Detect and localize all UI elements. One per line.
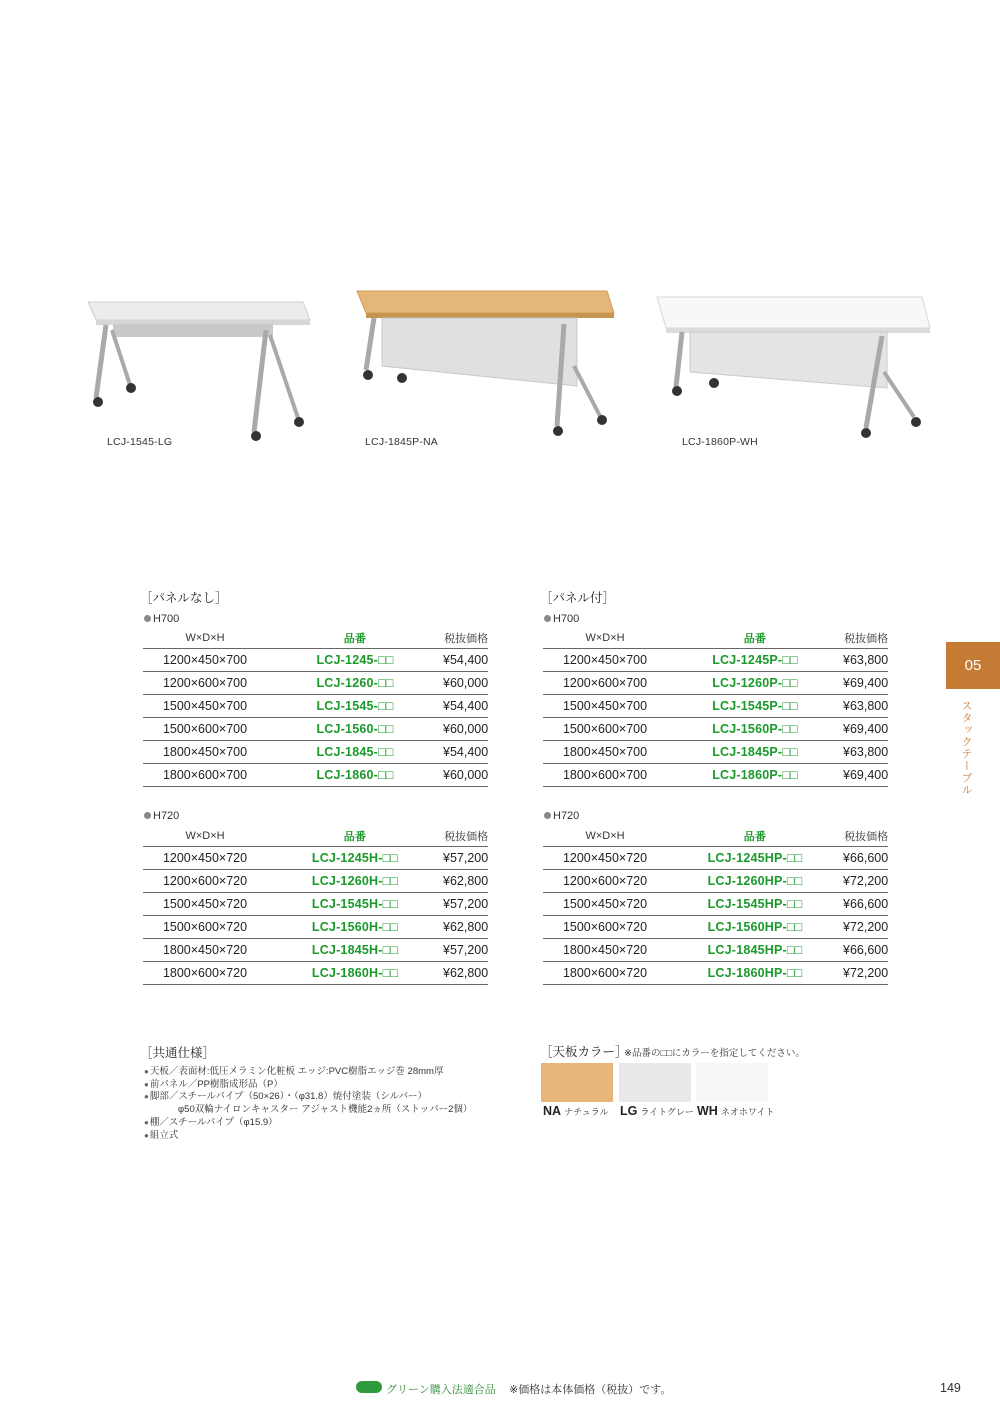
price-cell: ¥72,200 [843, 962, 888, 985]
price-cell: ¥63,800 [843, 741, 888, 764]
product-image-lcj-1845p-na [352, 286, 622, 446]
price-cell: ¥60,000 [443, 672, 488, 695]
model-cell: LCJ-1245P-□□ [667, 649, 843, 672]
table-row [143, 847, 488, 870]
model-cell: LCJ-1860H-□□ [267, 962, 443, 985]
chapter-label: スタックテーブル [960, 700, 972, 796]
size-cell: 1200×600×720 [543, 870, 667, 893]
table-panel-h720 [543, 825, 888, 985]
bullet-dot-icon [144, 615, 151, 622]
column-header-model: 品番 [743, 830, 767, 843]
panel-title: ［パネル付］ [540, 591, 616, 605]
size-cell: 1500×600×700 [143, 718, 267, 741]
model-cell: LCJ-1260H-□□ [267, 870, 443, 893]
spec-item: ● 天板／表面材:低圧メラミン化粧板 エッジ:PVC樹脂エッジ巻 28mm厚 [144, 1066, 472, 1079]
table-row [143, 672, 488, 695]
table-row [543, 962, 888, 985]
price-cell: ¥57,200 [443, 847, 488, 870]
table-row [543, 741, 888, 764]
model-cell: LCJ-1845P-□□ [667, 741, 843, 764]
size-cell: 1200×450×720 [543, 847, 667, 870]
table-row [143, 718, 488, 741]
panel-h700-label: H700 [544, 613, 579, 625]
size-cell: 1800×600×720 [543, 962, 667, 985]
table-row [143, 870, 488, 893]
table-row [543, 718, 888, 741]
table-no-panel-h720 [143, 825, 488, 985]
table-row [543, 870, 888, 893]
table-row [543, 847, 888, 870]
model-cell: LCJ-1245HP-□□ [667, 847, 843, 870]
column-header-size: W×D×H [185, 631, 225, 644]
size-cell: 1800×600×700 [543, 764, 667, 787]
table-row [543, 649, 888, 672]
column-header-model: 品番 [743, 632, 767, 645]
size-cell: 1200×450×700 [143, 649, 267, 672]
swatch-na [541, 1063, 613, 1102]
model-cell: LCJ-1845-□□ [267, 741, 443, 764]
green-purchase-logo-icon [356, 1381, 382, 1393]
model-cell: LCJ-1260HP-□□ [667, 870, 843, 893]
table-header-row [543, 825, 888, 847]
table-no-panel-h700 [143, 627, 488, 787]
swatch-wh [696, 1063, 768, 1102]
price-cell: ¥54,400 [443, 649, 488, 672]
size-cell: 1800×450×700 [543, 741, 667, 764]
panel-h720-label: H720 [544, 810, 579, 822]
price-cell: ¥72,200 [843, 870, 888, 893]
green-purchase-label: グリーン購入法適合品 [386, 1384, 496, 1396]
swatch-label-na: NA ナチュラル [543, 1104, 609, 1118]
table-row [143, 962, 488, 985]
model-cell: LCJ-1845H-□□ [267, 939, 443, 962]
table-row [143, 741, 488, 764]
model-cell: LCJ-1545-□□ [267, 695, 443, 718]
column-header-price: 税抜価格 [844, 632, 889, 645]
chapter-tab[interactable]: 05 [946, 642, 1000, 689]
model-cell: LCJ-1245-□□ [267, 649, 443, 672]
size-cell: 1500×600×720 [143, 916, 267, 939]
model-cell: LCJ-1260-□□ [267, 672, 443, 695]
size-cell: 1500×450×700 [143, 695, 267, 718]
size-cell: 1800×450×720 [143, 939, 267, 962]
price-cell: ¥57,200 [443, 939, 488, 962]
column-header-size: W×D×H [585, 631, 625, 644]
price-cell: ¥72,200 [843, 916, 888, 939]
table-row [143, 893, 488, 916]
price-cell: ¥54,400 [443, 695, 488, 718]
price-cell: ¥63,800 [843, 695, 888, 718]
table-row [543, 764, 888, 787]
price-cell: ¥57,200 [443, 893, 488, 916]
product-caption-3: LCJ-1860P-WH [682, 436, 758, 448]
model-cell: LCJ-1560-□□ [267, 718, 443, 741]
price-note: ※価格は本体価格（税抜）です。 [509, 1384, 672, 1396]
spec-item: ● 組立式 [144, 1130, 472, 1143]
no-panel-h700-label: H700 [144, 613, 179, 625]
color-note: ※品番の□□にカラーを指定してください。 [624, 1048, 805, 1059]
price-cell: ¥62,800 [443, 916, 488, 939]
table-header-row [143, 627, 488, 649]
size-cell: 1800×600×720 [143, 962, 267, 985]
table-row [543, 939, 888, 962]
product-image-lcj-1860p-wh [652, 292, 942, 442]
model-cell: LCJ-1845HP-□□ [667, 939, 843, 962]
size-cell: 1200×450×700 [543, 649, 667, 672]
table-row [143, 649, 488, 672]
size-cell: 1200×450×720 [143, 847, 267, 870]
model-cell: LCJ-1560HP-□□ [667, 916, 843, 939]
spec-item: ● 脚部／スチールパイプ（50×26）・（φ31.8）焼付塗装（シルバー） [144, 1091, 472, 1104]
size-cell: 1800×600×700 [143, 764, 267, 787]
price-cell: ¥62,800 [443, 962, 488, 985]
table-panel-h700 [543, 627, 888, 787]
table-row [543, 695, 888, 718]
model-cell: LCJ-1545P-□□ [667, 695, 843, 718]
product-image-lcj-1545-lg [78, 290, 318, 450]
size-cell: 1500×600×720 [543, 916, 667, 939]
size-cell: 1200×600×700 [543, 672, 667, 695]
price-cell: ¥69,400 [843, 718, 888, 741]
price-cell: ¥69,400 [843, 764, 888, 787]
spec-item: ● 前パネル／PP樹脂成形品（P） [144, 1079, 472, 1092]
spec-item-continuation: φ50双輪ナイロンキャスター アジャスト機能2ヵ所（ストッパー2個） [178, 1104, 473, 1116]
bullet-dot-icon [544, 615, 551, 622]
column-header-model: 品番 [343, 830, 367, 843]
column-header-price: 税抜価格 [844, 830, 889, 843]
bullet-dot-icon [144, 812, 151, 819]
size-cell: 1500×600×700 [543, 718, 667, 741]
column-header-price: 税抜価格 [444, 632, 489, 645]
model-cell: LCJ-1545H-□□ [267, 893, 443, 916]
price-cell: ¥62,800 [443, 870, 488, 893]
price-cell: ¥66,600 [843, 939, 888, 962]
table-row [543, 893, 888, 916]
swatch-label-lg: LG ライトグレー [620, 1104, 694, 1118]
size-cell: 1200×600×700 [143, 672, 267, 695]
bullet-dot-icon [544, 812, 551, 819]
table-header-row [143, 825, 488, 847]
common-spec-list [144, 1066, 472, 1142]
price-cell: ¥60,000 [443, 764, 488, 787]
table-header-row [543, 627, 888, 649]
size-cell: 1800×450×720 [543, 939, 667, 962]
price-cell: ¥69,400 [843, 672, 888, 695]
price-cell: ¥60,000 [443, 718, 488, 741]
size-cell: 1500×450×720 [143, 893, 267, 916]
model-cell: LCJ-1560H-□□ [267, 916, 443, 939]
product-caption-2: LCJ-1845P-NA [365, 436, 439, 448]
page-number: 149 [940, 1381, 961, 1395]
size-cell: 1500×450×720 [543, 893, 667, 916]
swatch-label-wh: WH ネオホワイト [697, 1104, 775, 1118]
model-cell: LCJ-1560P-□□ [667, 718, 843, 741]
swatch-lg [619, 1063, 691, 1102]
price-cell: ¥66,600 [843, 893, 888, 916]
table-row [143, 695, 488, 718]
column-header-size: W×D×H [185, 829, 225, 842]
spec-item: ● 棚／スチールパイプ（φ15.9） [144, 1117, 472, 1130]
column-header-price: 税抜価格 [444, 830, 489, 843]
model-cell: LCJ-1860HP-□□ [667, 962, 843, 985]
table-row [143, 916, 488, 939]
table-row [543, 672, 888, 695]
table-row [143, 764, 488, 787]
color-title: ［天板カラー］ [540, 1045, 628, 1059]
model-cell: LCJ-1245H-□□ [267, 847, 443, 870]
model-cell: LCJ-1860-□□ [267, 764, 443, 787]
model-cell: LCJ-1260P-□□ [667, 672, 843, 695]
price-cell: ¥54,400 [443, 741, 488, 764]
model-cell: LCJ-1545HP-□□ [667, 893, 843, 916]
table-row [543, 916, 888, 939]
table-row [143, 939, 488, 962]
model-cell: LCJ-1860P-□□ [667, 764, 843, 787]
common-spec-title: ［共通仕様］ [140, 1046, 216, 1060]
column-header-model: 品番 [343, 632, 367, 645]
no-panel-title: ［パネルなし］ [140, 591, 228, 605]
product-caption-1: LCJ-1545-LG [107, 436, 173, 448]
size-cell: 1800×450×700 [143, 741, 267, 764]
price-cell: ¥63,800 [843, 649, 888, 672]
size-cell: 1200×600×720 [143, 870, 267, 893]
no-panel-h720-label: H720 [144, 810, 179, 822]
size-cell: 1500×450×700 [543, 695, 667, 718]
price-cell: ¥66,600 [843, 847, 888, 870]
column-header-size: W×D×H [585, 829, 625, 842]
